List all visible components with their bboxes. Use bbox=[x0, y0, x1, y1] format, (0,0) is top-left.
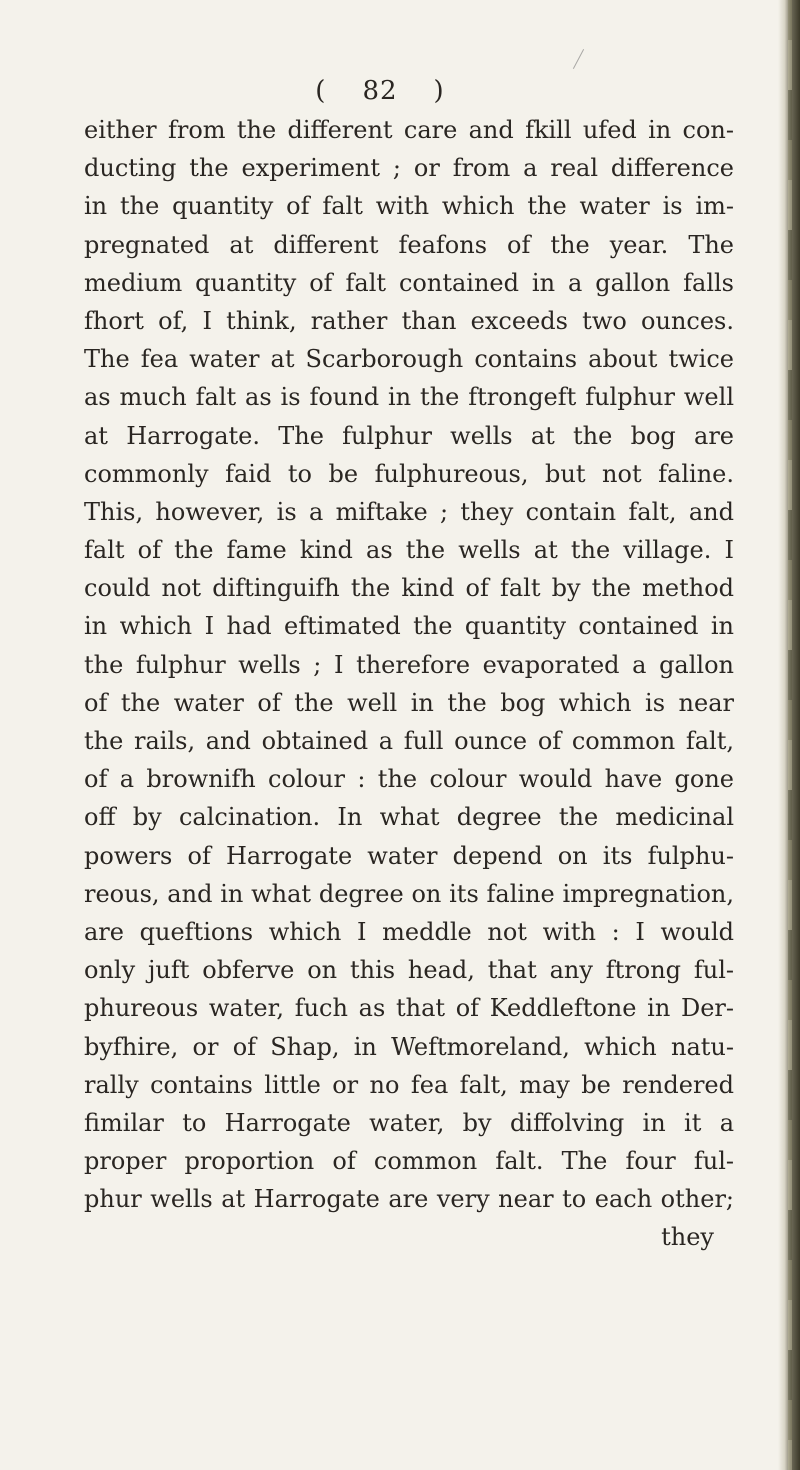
text-line: fhort of, I think, rather than exceeds two ounces. bbox=[84, 306, 734, 335]
close-bracket: ) bbox=[433, 76, 445, 106]
pencil-mark bbox=[573, 49, 584, 69]
text-line: could not diftinguifh the kind of falt by the method bbox=[84, 574, 734, 603]
text-line: the rails, and obtained a full ounce of common falt, bbox=[84, 727, 734, 755]
text-line: reous, and in what degree on its faline impregnation, bbox=[84, 879, 734, 908]
text-line: at Harrogate. The fulphur wells at the bog are bbox=[84, 421, 734, 450]
catchword: they bbox=[661, 1223, 714, 1252]
text-line: medium quantity of falt contained in a gallon falls bbox=[84, 268, 734, 297]
text-line: The fea water at Scarborough contains about twice bbox=[84, 345, 734, 374]
page-number-header bbox=[0, 76, 760, 106]
text-line: either from the different care and fkill ufed in con- bbox=[84, 116, 734, 144]
text-line: powers of Harrogate water depend on its fulphu- bbox=[84, 841, 734, 870]
text-line: falt of the fame kind as the wells at the village. I bbox=[84, 536, 734, 565]
text-line: in the quantity of falt with which the water is im- bbox=[84, 192, 734, 221]
text-line: in which I had eftimated the quantity contained in bbox=[84, 612, 734, 641]
text-line: are queftions which I meddle not with : I would bbox=[84, 917, 734, 946]
text-line: This, however, is a miftake ; they contain falt, and bbox=[84, 497, 734, 526]
text-line: phureous water, fuch as that of Keddleftone in Der- bbox=[84, 994, 734, 1023]
text-line: phur wells at Harrogate are very near to each other; bbox=[84, 1185, 734, 1214]
binding-edge bbox=[778, 0, 800, 1470]
text-line: the fulphur wells ; I therefore evaporated a gallon bbox=[84, 650, 734, 679]
text-line: of a brownifh colour : the colour would have gone bbox=[84, 765, 734, 794]
text-line: ducting the experiment ; or from a real difference bbox=[84, 154, 734, 183]
text-line: only juft obferve on this head, that any ftrong ful- bbox=[84, 956, 734, 985]
text-line: as much falt as is found in the ftrongeft fulphur well bbox=[84, 383, 734, 412]
text-line: pregnated at different feafons of the year. The bbox=[84, 230, 734, 259]
body-text bbox=[84, 111, 734, 1257]
text-line: of the water of the well in the bog which is near bbox=[84, 688, 734, 717]
page-number: 82 bbox=[362, 76, 398, 106]
text-line: commonly faid to be fulphureous, but not faline. bbox=[84, 459, 734, 488]
text-line: off by calcination. In what degree the medicinal bbox=[84, 803, 734, 832]
text-line: rally contains little or no fea falt, may be rendered bbox=[84, 1070, 734, 1099]
text-line: fimilar to Harrogate water, by diffolving in it a bbox=[84, 1108, 734, 1137]
open-bracket: ( bbox=[315, 76, 327, 106]
text-line: proper proportion of common falt. The four ful- bbox=[84, 1147, 734, 1176]
text-line: byfhire, or of Shap, in Weftmoreland, which natu- bbox=[84, 1032, 734, 1061]
